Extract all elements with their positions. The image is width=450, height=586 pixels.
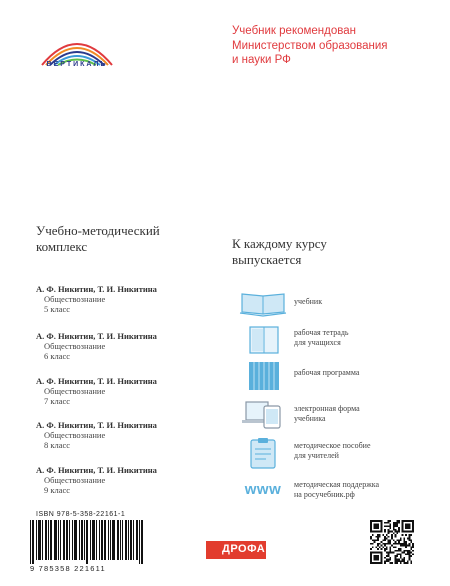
book-authors: А. Ф. Никитин, Т. И. Никитина	[36, 420, 157, 430]
course-item-label-line: электронная форма	[294, 404, 360, 413]
courses-title-line: выпускается	[232, 252, 302, 267]
course-item-label-line: учебника	[294, 414, 326, 423]
course-item-label-line: методическое пособие	[294, 441, 371, 450]
recommendation-note	[232, 24, 442, 68]
book-grade: 6 класс	[44, 351, 71, 361]
clipboard-icon	[236, 437, 290, 469]
recommendation-line: и науки РФ	[232, 54, 291, 66]
course-item-label: учебник	[294, 297, 323, 306]
logo-label: ВЕРТИКАЛЬ	[46, 61, 108, 68]
book-grade: 9 класс	[44, 485, 71, 495]
recommendation-line: Учебник рекомендован	[232, 25, 356, 37]
course-item-label	[294, 328, 349, 348]
workbook-icon	[236, 324, 290, 356]
course-item-program	[232, 360, 442, 392]
course-item-label-line: для учащихся	[294, 338, 341, 347]
textbook-icon	[236, 286, 290, 318]
course-item-label	[294, 441, 371, 461]
course-item-label	[294, 404, 360, 424]
qr-code	[370, 520, 414, 564]
book-authors: А. Ф. Никитин, Т. И. Никитина	[36, 284, 157, 294]
courses-title	[232, 236, 327, 268]
program-icon	[236, 360, 290, 392]
course-item-label-line: для учителей	[294, 451, 339, 460]
www-icon: www	[244, 481, 282, 498]
book-grade: 7 класс	[44, 396, 71, 406]
book-entry	[36, 331, 157, 361]
course-item-label-line: на росучебник.рф	[294, 490, 355, 499]
complex-title-line: комплекс	[36, 239, 88, 254]
book-subject: Обществознание	[44, 294, 106, 304]
course-item-support	[232, 474, 442, 506]
course-item-workbook	[232, 324, 442, 356]
book-authors: А. Ф. Никитин, Т. И. Никитина	[36, 465, 157, 475]
drofa-logo-text: ДРОФА	[222, 543, 266, 555]
book-authors: А. Ф. Никитин, Т. И. Никитина	[36, 331, 157, 341]
course-item-textbook	[232, 286, 442, 318]
course-item-label-line: рабочая тетрадь	[294, 328, 349, 337]
book-grade: 8 класс	[44, 440, 71, 450]
book-entry	[36, 465, 157, 495]
book-authors: А. Ф. Никитин, Т. И. Никитина	[36, 376, 157, 386]
book-subject: Обществознание	[44, 475, 106, 485]
book-entry	[36, 420, 157, 450]
course-item-guide	[232, 437, 442, 469]
recommendation-line: Министерством образования	[232, 39, 388, 52]
devices-icon	[236, 398, 290, 430]
book-subject: Обществознание	[44, 386, 106, 396]
book-grade: 5 класс	[44, 304, 71, 314]
barcode-digits: 9 785358 221611	[30, 564, 106, 573]
course-item-label: рабочая программа	[294, 368, 360, 377]
courses-title-line: К каждому курсу	[232, 236, 327, 251]
book-entry	[36, 284, 157, 314]
complex-title-line: Учебно-методический	[36, 223, 160, 238]
complex-title	[36, 223, 160, 255]
book-subject: Обществознание	[44, 430, 106, 440]
course-item-label	[294, 480, 379, 500]
barcode	[30, 520, 143, 564]
course-item-label-line: методическая поддержка	[294, 480, 380, 489]
course-item-eform	[232, 398, 442, 430]
book-entry	[36, 376, 157, 406]
isbn-label: ISBN 978-5-358-22161-1	[36, 511, 126, 518]
book-subject: Обществознание	[44, 341, 106, 351]
